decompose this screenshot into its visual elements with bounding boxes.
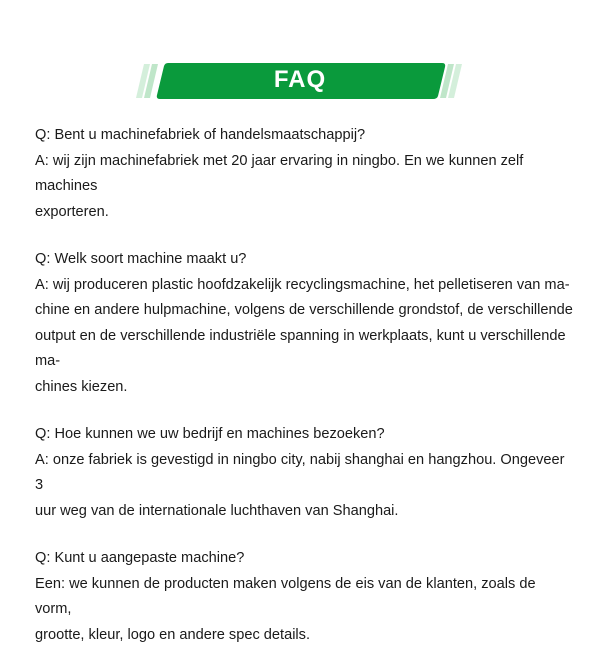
faq-question: Q: Kunt u aangepaste machine? — [35, 550, 245, 566]
faq-item — [35, 422, 575, 524]
faq-item — [35, 546, 575, 648]
faq-answer-line: A: onze fabriek is gevestigd in ningbo city, nabij shanghai en hangzhou. Ongeveer 3 — [35, 451, 569, 493]
faq-question: Q: Hoe kunnen we uw bedrijf en machines bezoeken? — [35, 426, 385, 442]
faq-answer-line: output en de verschillende industriële spanning in werkplaats, kunt u verschillende ma- — [35, 327, 570, 369]
faq-question: Q: Welk soort machine maakt u? — [35, 251, 247, 267]
faq-item — [35, 123, 575, 225]
faq-answer-line: Een: we kunnen de producten maken volgens de eis van de klanten, zoals de vorm, — [35, 575, 540, 617]
faq-answer-line: chine en andere hulpmachine, volgens de verschillende grondstof, de verschillende — [35, 302, 573, 318]
faq-answer-line: grootte, kleur, logo en andere spec details. — [35, 626, 311, 643]
faq-question: Q: Bent u machinefabriek of handelsmaatschappij? — [35, 127, 366, 143]
faq-list — [35, 123, 575, 670]
faq-header-banner — [130, 60, 470, 102]
faq-item — [35, 247, 575, 400]
faq-answer-line: exporteren. — [35, 203, 109, 220]
faq-title: FAQ — [273, 66, 327, 93]
faq-answer-line: uur weg van de internationale luchthaven van Shanghai. — [35, 502, 399, 519]
faq-answer-line: chines kiezen. — [35, 378, 128, 395]
faq-answer-line: A: wij produceren plastic hoofdzakelijk recyclingsmachine, het pelletiseren van ma- — [35, 276, 570, 293]
faq-answer-line: A: wij zijn machinefabriek met 20 jaar ervaring in ningbo. En we kunnen zelf machines — [35, 152, 528, 194]
